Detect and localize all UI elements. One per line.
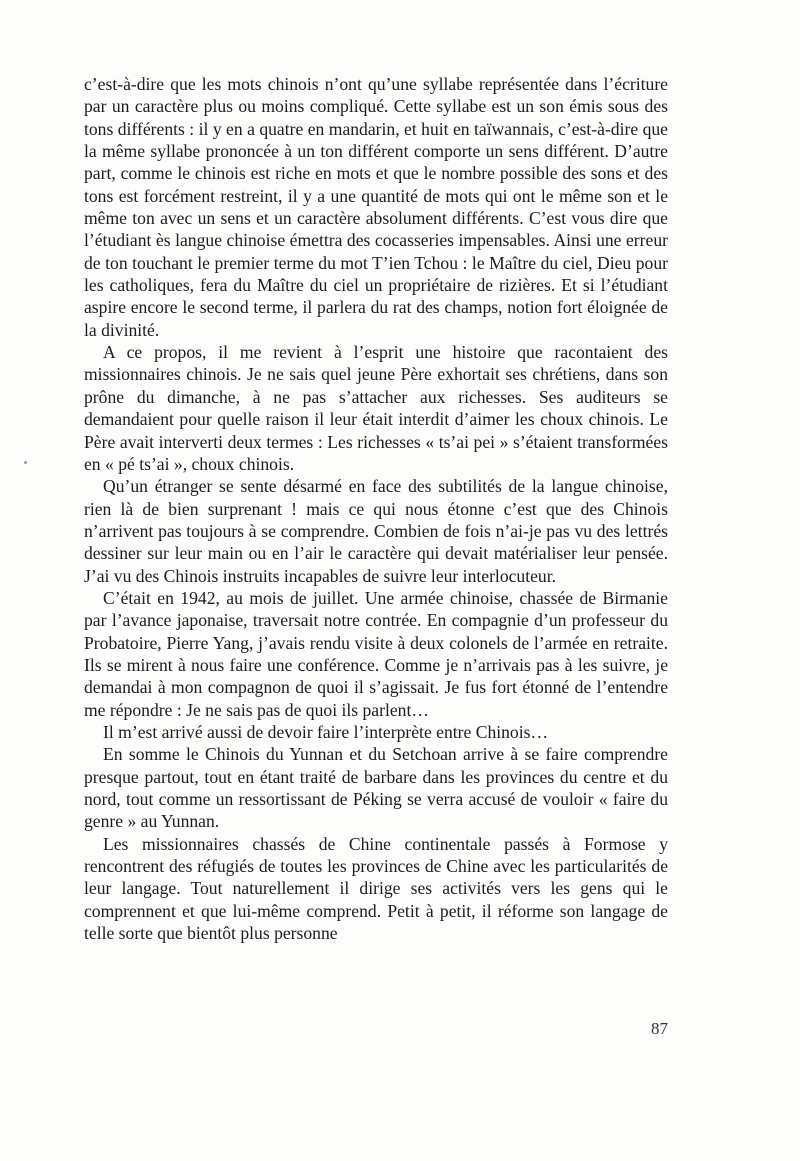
paragraph-yunnan: En somme le Chinois du Yunnan et du Setchoan arrive à se faire comprendre presque partout, tout en étant traité de barbare dans les provinces du centre et du nord, tout comme un ressortissant de Péking se verra accusé de vouloir « faire du genre » au Yunnan. <box>84 744 668 832</box>
paragraph-anecdote: A ce propos, il me revient à l’esprit une histoire que racontaient des missionnaires chinois. Je ne sais quel jeune Père exhortait ses chrétiens, dans son prône du dimanche, à ne pas s’attacher aux richesses. Ses auditeurs se demandaient pour quelle raison il leur était interdit d’aimer les choux chinois. Le Père avait interverti deux termes : Les richesses « ts’ai pei » s’étaient transformées en « pé ts’ai », choux chinois. <box>84 342 668 474</box>
paragraph-interpreter: Il m’est arrivé aussi de devoir faire l’interprète entre Chinois… <box>103 721 549 742</box>
body-text <box>84 73 668 944</box>
margin-speck <box>24 461 27 464</box>
paragraph-continuation: c’est-à-dire que les mots chinois n’ont qu’une syllabe représentée dans l’écriture par un caractère plus ou moins compliqué. Cette syllabe est un son émis sous des tons différents : il y en a quatre en mandarin, et huit en taïwannais, c’est-à-dire que la même syllabe prononcée à un ton différent comporte un sens différent. D’autre part, comme le chinois est riche en mots et que le nombre possible des sons et des tons est forcément restreint, il y a une quantité de mots qui ont le même son et le même ton avec un sens et un caractère absolument différents. C’est vous dire que l’étudiant ès langue chinoise émettra des cocasseries impensables. Ainsi une erreur de ton touchant le premier terme du mot T’ien Tchou : le Maître du ciel, Dieu pour les catholiques, fera du Maître du ciel un propriétaire de rizières. Et si l’étudiant aspire encore le second terme, il parlera du rat des champs, notion fort éloignée de la divinité. <box>84 74 668 340</box>
page-number: 87 <box>651 1019 668 1038</box>
paragraph-missionaries: Les missionnaires chassés de Chine continentale passés à Formose y rencontrent des réfugiés de toutes les provinces de Chine avec les particularités de leur langage. Tout naturellement il dirige ses activités vers les gens qui le comprennent et que lui-même comprend. Petit à petit, il réforme son langage de telle sorte que bientôt plus personne <box>84 833 668 944</box>
paragraph-subtleties: Qu’un étranger se sente désarmé en face des subtilités de la langue chinoise, rien là de bien surprenant ! mais ce qui nous étonne c’est que des Chinois n’arrivent pas toujours à se comprendre. Combien de fois n’ai-je pas vu des lettrés dessiner sur leur main ou en l’air le caractère qui devait matérialiser leur pensée. J’ai vu des Chinois instruits incapables de suivre leur interlocuteur. <box>84 476 668 586</box>
paragraph-1942: C’était en 1942, au mois de juillet. Une armée chinoise, chassée de Birmanie par l’avance japonaise, traversait notre contrée. En compagnie d’un professeur du Probatoire, Pierre Yang, j’avais rendu visite à deux colonels de l’armée en retraite. Ils se mirent à nous faire une conférence. Comme je n’arrivais pas à les suivre, je demandai à mon compagnon de quoi il s’agissait. Je fus fort étonné de l’entendre me répondre : Je ne sais pas de quoi ils parlent… <box>84 587 668 720</box>
